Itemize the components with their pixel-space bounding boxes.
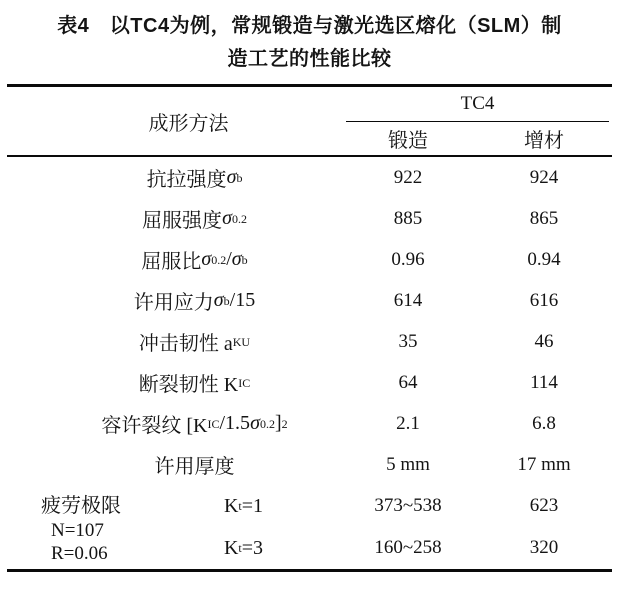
row-additive-value: 46 [534, 330, 554, 352]
row-label: 许用应力 σ b /15 [133, 289, 256, 314]
table-row [7, 444, 612, 485]
table-header [7, 87, 612, 157]
row-additive-value: 616 [529, 289, 559, 311]
row-label: 断裂韧性 K IC [138, 374, 251, 396]
fatigue-label-line: 疲劳极限 [41, 495, 121, 517]
row-forge-value: 2.1 [396, 412, 420, 434]
row-additive-value: 6.8 [532, 412, 556, 434]
header-col-forge: 锻造 [388, 130, 428, 152]
table-caption-line2: 造工艺的性能比较 [227, 48, 392, 70]
fatigue-limit-block [7, 485, 612, 569]
table-row [7, 239, 612, 280]
fatigue-kt1-additive-value: 623 [529, 495, 559, 516]
table-row [7, 198, 612, 239]
comparison-table [7, 84, 612, 572]
row-forge-value: 922 [393, 166, 423, 188]
table-row [7, 403, 612, 444]
row-forge-value: 614 [393, 289, 423, 311]
fatigue-label-line: N=107 [51, 519, 104, 541]
row-forge-value: 0.96 [391, 248, 425, 270]
row-label: 容许裂纹 [K IC /1.5 σ 0.2 ] 2 [101, 412, 288, 437]
row-forge-value: 5 mm [386, 453, 430, 475]
table-caption-line1: 表4 以TC4为例，常规锻造与激光选区熔化（SLM）制 [57, 15, 562, 37]
row-additive-value: 924 [529, 166, 559, 188]
table-row [7, 157, 612, 198]
row-additive-value: 114 [530, 371, 558, 393]
fatigue-kt1-forge-value: 373~538 [374, 495, 442, 516]
row-label: 屈服比 σ 0.2 / σ b [141, 248, 248, 273]
fatigue-kt1-label: K t =1 [223, 494, 264, 517]
row-label: 冲击韧性 a KU [138, 333, 251, 355]
row-additive-value: 17 mm [517, 453, 571, 475]
fatigue-kt3-forge-value: 160~258 [374, 537, 442, 558]
table-row [7, 321, 612, 362]
row-forge-value: 885 [393, 207, 423, 229]
table-row [7, 280, 612, 321]
header-group-label: TC4 [346, 87, 609, 122]
row-forge-value: 64 [398, 371, 418, 393]
header-group-tc4 [340, 87, 612, 155]
table-caption [14, 10, 605, 76]
header-col-additive: 增材 [524, 130, 564, 152]
fatigue-label-line: R=0.06 [51, 543, 108, 564]
fatigue-kt3-label: K t =3 [223, 536, 264, 559]
row-additive-value: 0.94 [527, 248, 561, 270]
row-label: 抗拉强度 σ b [146, 166, 243, 191]
table-row [7, 362, 612, 403]
row-additive-value: 865 [529, 207, 559, 229]
row-forge-value: 35 [398, 330, 418, 352]
fatigue-kt3-additive-value: 320 [529, 537, 559, 558]
header-method: 成形方法 [148, 112, 229, 135]
row-label: 屈服强度 σ 0.2 [142, 207, 247, 232]
row-label: 许用厚度 [154, 456, 235, 478]
fatigue-limit-label [7, 485, 147, 569]
